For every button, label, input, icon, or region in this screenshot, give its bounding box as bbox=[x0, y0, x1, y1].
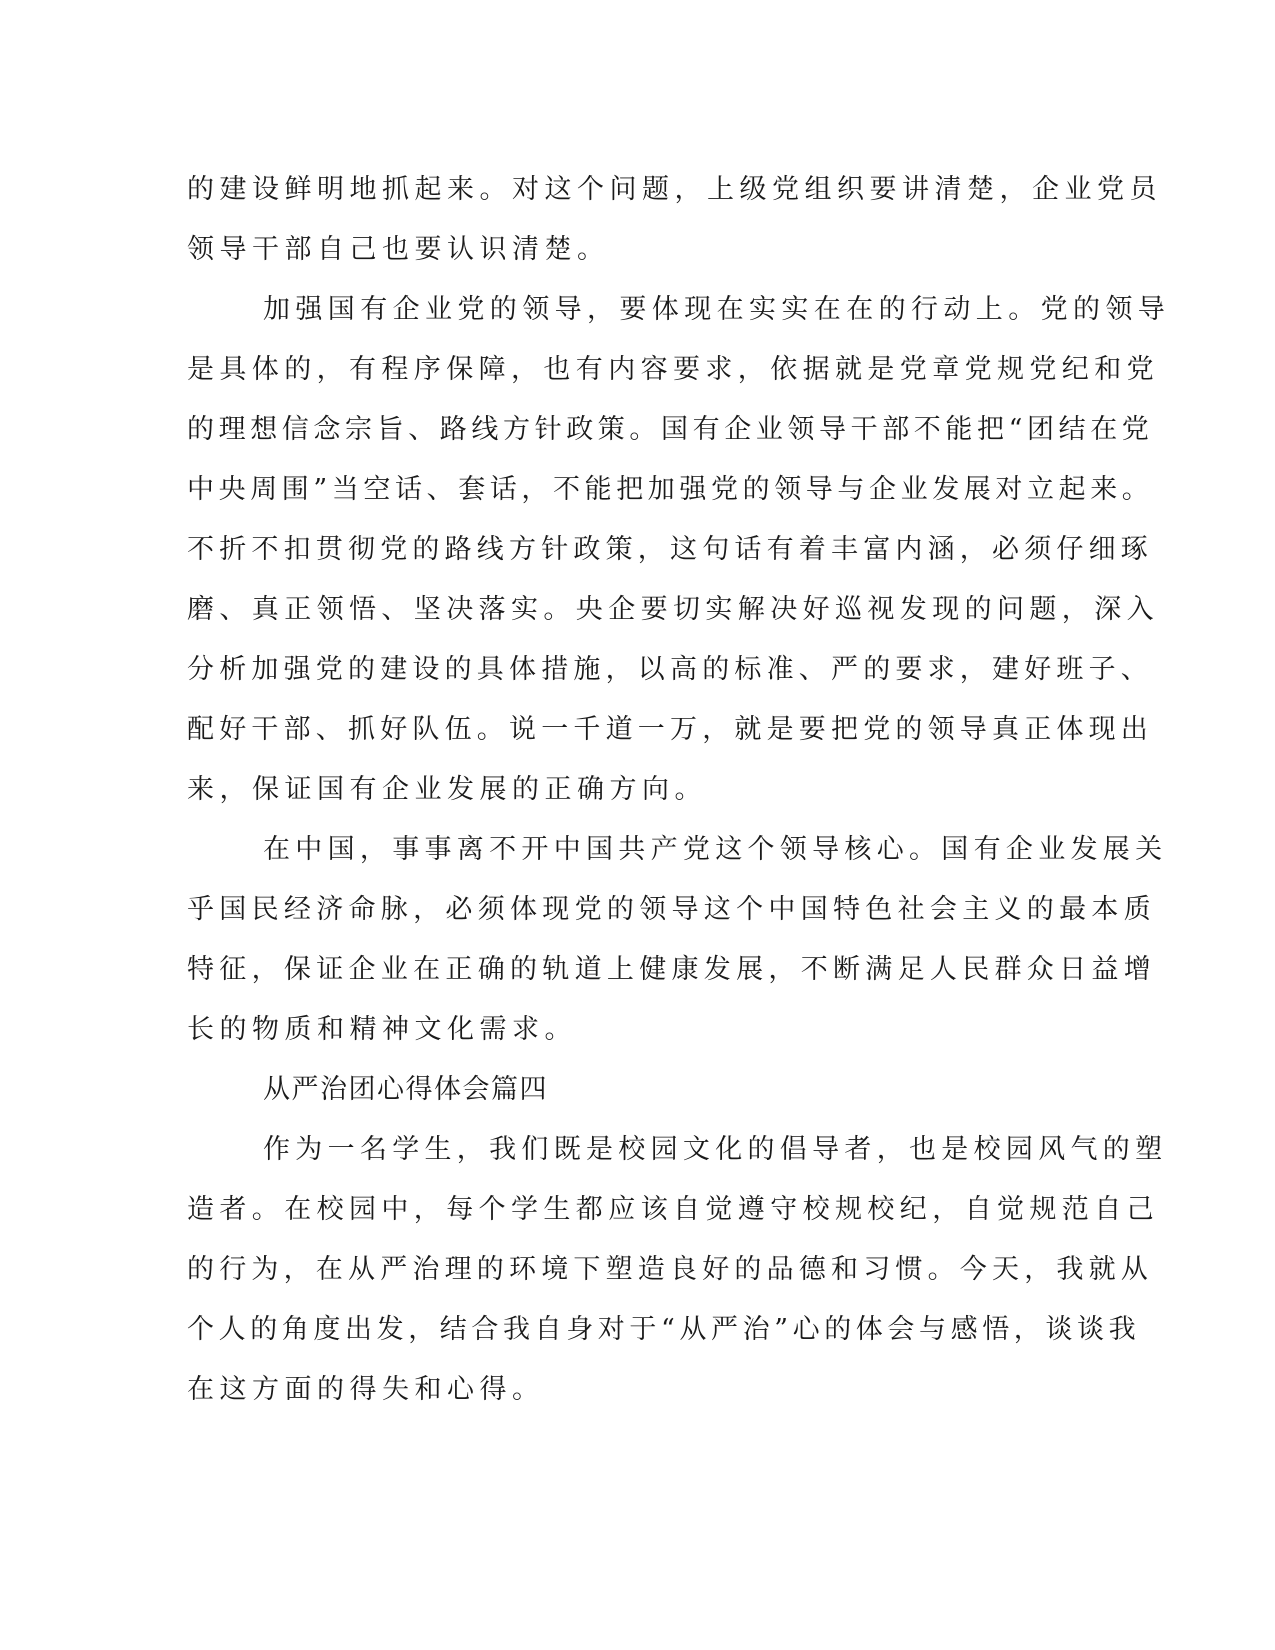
text-line: 个人的角度出发，结合我自身对于“从严治”心的体会与感悟，谈谈我 bbox=[187, 1314, 1141, 1345]
text-line: 的建设鲜明地抓起来。对这个问题，上级党组织要讲清楚，企业党员 bbox=[187, 174, 1162, 205]
text-line: 分析加强党的建设的具体措施，以高的标准、严的要求，建好班子、 bbox=[187, 654, 1153, 685]
text-line: 加强国有企业党的领导，要体现在实实在在的行动上。党的领导 bbox=[263, 294, 1171, 325]
text-line: 来，保证国有企业发展的正确方向。 bbox=[187, 774, 707, 805]
text-line: 造者。在校园中，每个学生都应该自觉遵守校规校纪，自觉规范自己 bbox=[187, 1194, 1159, 1225]
text-line: 领导干部自己也要认识清楚。 bbox=[187, 234, 610, 265]
text-line: 不折不扣贯彻党的路线方针政策，这句话有着丰富内涵，必须仔细琢 bbox=[187, 534, 1153, 565]
text-line: 在这方面的得失和心得。 bbox=[187, 1374, 545, 1405]
document-body bbox=[187, 160, 1171, 1420]
text-line: 磨、真正领悟、坚决落实。央企要切实解决好巡视发现的问题，深入 bbox=[187, 594, 1159, 625]
heading-text: 从严治团心得体会篇四 bbox=[263, 1074, 548, 1105]
text-line: 是具体的，有程序保障，也有内容要求，依据就是党章党规党纪和党 bbox=[187, 354, 1159, 385]
text-line: 乎国民经济命脉，必须体现党的领导这个中国特色社会主义的最本质 bbox=[187, 894, 1156, 925]
text-line: 中央周围”当空话、套话，不能把加强党的领导与企业发展对立起来。 bbox=[187, 474, 1154, 505]
text-line: 的行为，在从严治理的环境下塑造良好的品德和习惯。今天，我就从 bbox=[187, 1254, 1153, 1285]
text-line: 作为一名学生，我们既是校园文化的倡导者，也是校园风气的塑 bbox=[263, 1134, 1168, 1165]
paragraph-4 bbox=[187, 1120, 1168, 1420]
text-line: 在中国，事事离不开中国共产党这个领导核心。国有企业发展关 bbox=[263, 834, 1168, 865]
paragraph-2 bbox=[187, 280, 1171, 820]
paragraph-3 bbox=[187, 820, 1168, 1060]
text-line: 的理想信念宗旨、路线方针政策。国有企业领导干部不能把“团结在党 bbox=[187, 414, 1154, 445]
text-line: 长的物质和精神文化需求。 bbox=[187, 1014, 577, 1045]
text-line: 特征，保证企业在正确的轨道上健康发展，不断满足人民群众日益增 bbox=[187, 954, 1156, 985]
section-heading bbox=[187, 1060, 1087, 1120]
text-line: 配好干部、抓好队伍。说一千道一万，就是要把党的领导真正体现出 bbox=[187, 714, 1153, 745]
paragraph-1 bbox=[187, 160, 1162, 280]
